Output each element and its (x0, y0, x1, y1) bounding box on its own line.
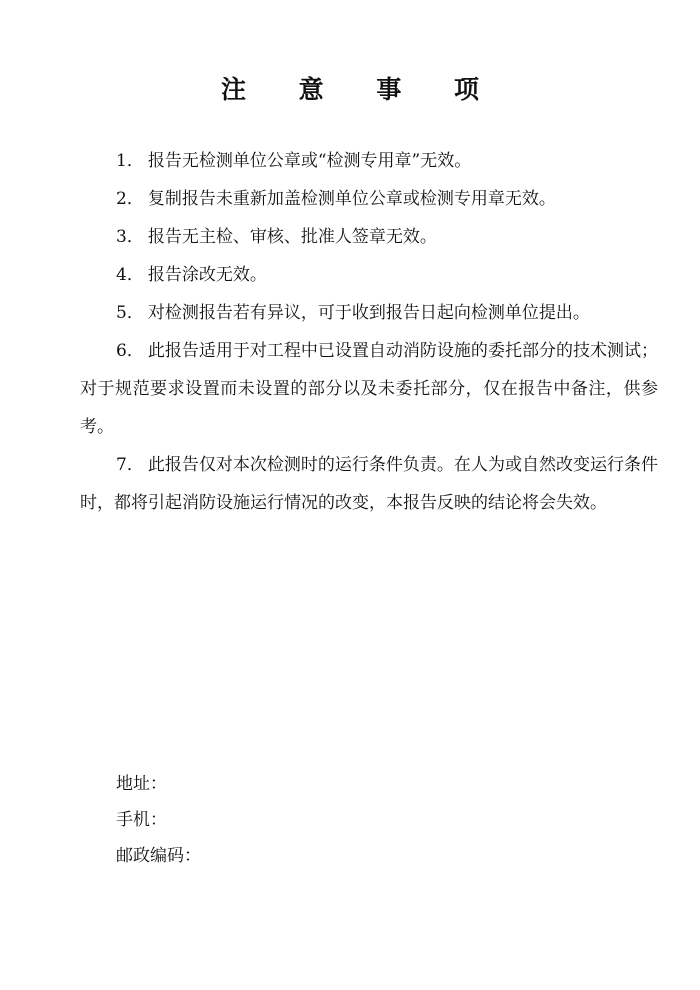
note-number: 5． (116, 303, 144, 323)
note-text: 报告涂改无效。 (147, 265, 267, 285)
note-text: 报告无检测单位公章或“检测专用章”无效。 (147, 151, 472, 171)
note-text: 此报告仅对本次检测时的运行条件负责。在人为或自然改变运行条件时，都将引起消防设施运行情况的改变，本报告反映的结论将会失效。 (80, 455, 658, 513)
page-title: 注 意 事 项 (220, 75, 502, 104)
note-item-2 (80, 180, 658, 218)
note-text: 对检测报告若有异议，可于收到报告日起向检测单位提出。 (147, 303, 590, 323)
note-item-1 (80, 142, 658, 180)
note-item-6 (80, 332, 658, 446)
note-item-4 (80, 256, 658, 294)
postcode-label: 邮政编码： (116, 846, 201, 866)
note-item-7 (80, 446, 658, 522)
note-item-3 (80, 218, 658, 256)
note-text: 此报告适用于对工程中已设置自动消防设施的委托部分的技术测试；对于规范要求设置而未设置的部分以及未委托部分，仅在报告中备注，供参考。 (80, 341, 658, 437)
note-item-5 (80, 294, 658, 332)
note-number: 1． (116, 151, 144, 171)
phone-label: 手机： (116, 810, 167, 830)
note-text: 复制报告未重新加盖检测单位公章或检测专用章无效。 (147, 189, 556, 209)
address-label: 地址： (116, 774, 167, 794)
note-text: 报告无主检、审核、批准人签章无效。 (147, 227, 437, 247)
note-number: 4． (116, 265, 144, 285)
note-number: 6． (116, 341, 144, 361)
notes-list (80, 142, 658, 522)
note-number: 3． (116, 227, 144, 247)
note-number: 2． (116, 189, 144, 209)
note-number: 7． (116, 455, 144, 475)
contact-block (116, 766, 516, 874)
